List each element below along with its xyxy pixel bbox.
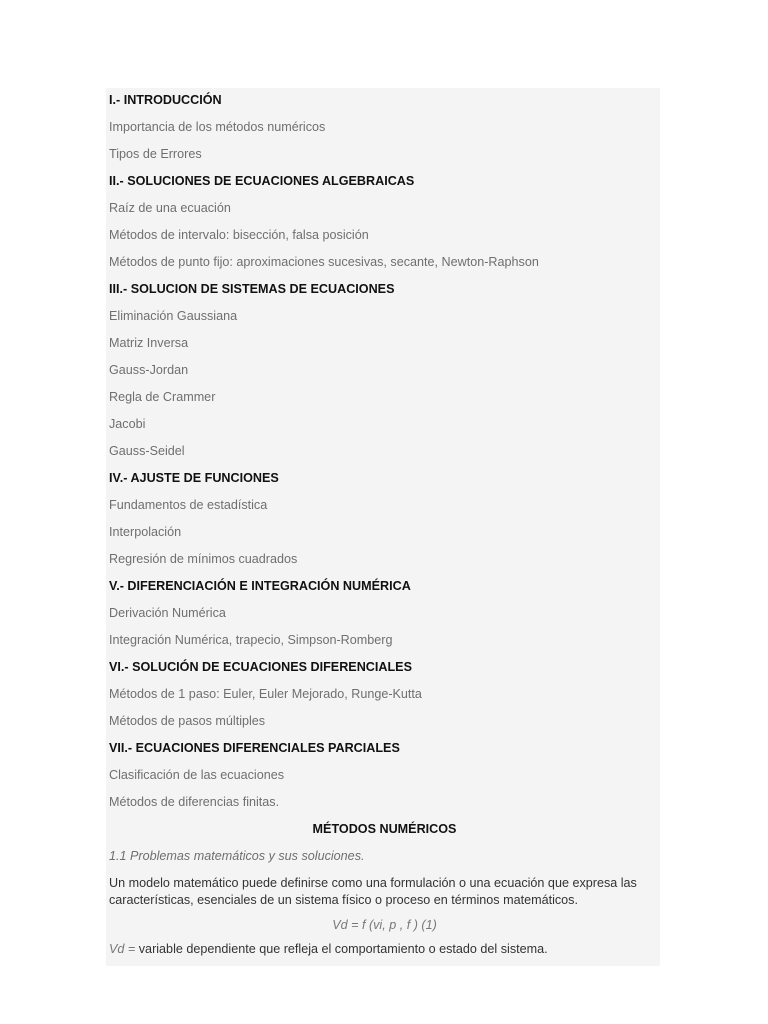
outline-item: Eliminación Gaussiana	[109, 309, 238, 323]
outline-item: Raíz de una ecuación	[109, 201, 231, 215]
outline-heading: II.- SOLUCIONES DE ECUACIONES ALGEBRAICAS	[109, 174, 415, 188]
outline-item: Importancia de los métodos numéricos	[109, 120, 326, 134]
outline-item: Interpolación	[109, 525, 182, 539]
intro-paragraph: Un modelo matemático puede definirse como una formulación o una ecuación que expresa las características, esenciales de un sistema físico o proceso en términos matemáticos.	[109, 876, 637, 907]
document-page	[106, 88, 660, 966]
outline-item: Métodos de intervalo: bisección, falsa posición	[109, 228, 369, 242]
outline-heading: I.- INTRODUCCIÓN	[109, 93, 222, 107]
outline-heading: III.- SOLUCION DE SISTEMAS DE ECUACIONES	[109, 282, 395, 296]
model-formula: Vd = f (vi, p , f ) (1)	[332, 918, 437, 932]
outline-heading: VII.- ECUACIONES DIFERENCIALES PARCIALES	[109, 741, 400, 755]
outline-item: Gauss-Jordan	[109, 363, 189, 377]
outline-item: Tipos de Errores	[109, 147, 202, 161]
outline-heading: V.- DIFERENCIACIÓN E INTEGRACIÓN NUMÉRICA	[109, 579, 411, 593]
outline-item: Jacobi	[109, 417, 146, 431]
definition-text: variable dependiente que refleja el comportamiento o estado del sistema.	[135, 942, 548, 956]
outline-item: Integración Numérica, trapecio, Simpson-Romberg	[109, 633, 393, 647]
outline-item: Matriz Inversa	[109, 336, 189, 350]
outline-item: Derivación Numérica	[109, 606, 226, 620]
outline-item: Métodos de 1 paso: Euler, Euler Mejorado, Runge-Kutta	[109, 687, 422, 701]
outline-item: Métodos de pasos múltiples	[109, 714, 266, 728]
section-subtitle: 1.1 Problemas matemáticos y sus soluciones.	[109, 849, 365, 863]
section-title: MÉTODOS NUMÉRICOS	[312, 822, 457, 836]
definition-term: Vd =	[109, 942, 136, 956]
outline-item: Clasificación de las ecuaciones	[109, 768, 285, 782]
definition-line	[109, 941, 660, 957]
outline-item: Gauss-Seidel	[109, 444, 185, 458]
outline-heading: IV.- AJUSTE DE FUNCIONES	[109, 471, 279, 485]
syllabus-outline	[109, 92, 660, 810]
outline-item: Métodos de diferencias finitas.	[109, 795, 280, 809]
outline-item: Regresión de mínimos cuadrados	[109, 552, 298, 566]
outline-item: Fundamentos de estadística	[109, 498, 268, 512]
outline-item: Métodos de punto fijo: aproximaciones sucesivas, secante, Newton-Raphson	[109, 255, 539, 269]
outline-heading: VI.- SOLUCIÓN DE ECUACIONES DIFERENCIALES	[109, 660, 412, 674]
outline-item: Regla de Crammer	[109, 390, 216, 404]
